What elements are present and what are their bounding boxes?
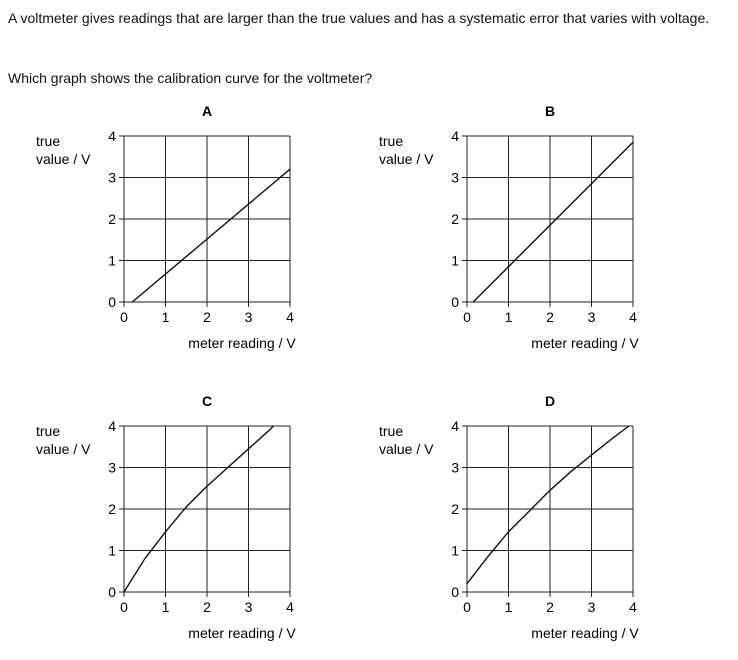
graph-c-xtick-label: 1 bbox=[161, 599, 170, 615]
graph-b-svg bbox=[343, 100, 703, 370]
graph-b-xtick-label: 0 bbox=[463, 309, 471, 325]
graph-panel-d[interactable] bbox=[343, 390, 703, 660]
graph-c-xlabel: meter reading / V bbox=[188, 625, 296, 641]
graph-c-ylabel-line: true bbox=[36, 423, 61, 439]
graph-b-xtick-label: 2 bbox=[546, 309, 554, 325]
graph-a-ytick-label: 4 bbox=[108, 128, 116, 144]
graph-c-title: C bbox=[201, 393, 213, 409]
question-stem: A voltmeter gives readings that are larger than the true values and has a systematic error that varies with voltage. bbox=[8, 10, 710, 26]
graph-b-xtick-label: 1 bbox=[504, 309, 513, 325]
graph-c-xtick-label: 3 bbox=[244, 599, 253, 615]
graph-c-xtick-label: 0 bbox=[120, 599, 128, 615]
graph-d-ytick-label: 4 bbox=[451, 418, 459, 434]
graph-c-ylabel bbox=[36, 423, 91, 457]
graph-d-title: D bbox=[544, 393, 556, 409]
graph-b-ytick-label: 0 bbox=[451, 294, 459, 310]
graph-a-ylabel-line: value / V bbox=[36, 151, 91, 167]
graph-b-xtick-label: 3 bbox=[587, 309, 596, 325]
graph-a-title: A bbox=[201, 103, 213, 119]
graph-b-ylabel-line: value / V bbox=[379, 151, 434, 167]
question-prompt: Which graph shows the calibration curve for the voltmeter? bbox=[8, 70, 373, 86]
graph-d-xtick-label: 4 bbox=[629, 599, 637, 615]
graph-a-xtick-label: 4 bbox=[286, 309, 294, 325]
graph-b-ylabel bbox=[379, 133, 434, 167]
graph-d-ytick-label: 3 bbox=[451, 459, 459, 476]
graph-b-ytick-label: 4 bbox=[451, 128, 459, 144]
graph-b-ylabel-line: true bbox=[379, 133, 404, 149]
graph-panel-b[interactable] bbox=[343, 100, 703, 370]
graph-b-calibration-line bbox=[473, 142, 633, 302]
graph-c-xtick-label: 4 bbox=[286, 599, 294, 615]
graph-a-xtick-label: 2 bbox=[203, 309, 211, 325]
graph-d-xtick-label: 3 bbox=[587, 599, 596, 615]
graph-d-ytick-label: 2 bbox=[451, 501, 459, 517]
graph-b-xtick-label: 4 bbox=[629, 309, 637, 325]
graph-a-xtick-label: 1 bbox=[161, 309, 170, 325]
graph-a-calibration-line bbox=[132, 169, 290, 302]
graph-c-ytick-label: 2 bbox=[108, 501, 116, 517]
graph-b-xlabel: meter reading / V bbox=[531, 335, 639, 351]
graph-c-ytick-label: 1 bbox=[108, 542, 116, 559]
graph-c-svg bbox=[0, 390, 360, 660]
graph-d-ylabel-line: true bbox=[379, 423, 404, 439]
graph-d-ylabel-line: value / V bbox=[379, 441, 434, 457]
graph-d-ytick-label: 1 bbox=[451, 542, 459, 559]
graph-a-ylabel bbox=[36, 133, 91, 167]
graph-d-xlabel: meter reading / V bbox=[531, 625, 639, 641]
graph-c-ytick-label: 3 bbox=[108, 459, 116, 476]
graph-d-xtick-label: 1 bbox=[504, 599, 513, 615]
graph-panel-a[interactable] bbox=[0, 100, 360, 370]
graph-a-ytick-label: 0 bbox=[108, 294, 116, 310]
graph-b-ytick-label: 2 bbox=[451, 211, 459, 227]
graph-a-xtick-label: 0 bbox=[120, 309, 128, 325]
graph-c-ytick-label: 4 bbox=[108, 418, 116, 434]
graph-d-xtick-label: 0 bbox=[463, 599, 471, 615]
graph-a-ytick-label: 1 bbox=[108, 252, 116, 269]
graph-b-ytick-label: 1 bbox=[451, 252, 459, 269]
graph-panel-c[interactable] bbox=[0, 390, 360, 660]
graph-d-ylabel bbox=[379, 423, 434, 457]
graph-c-xtick-label: 2 bbox=[203, 599, 211, 615]
graph-d-ytick-label: 0 bbox=[451, 584, 459, 600]
graph-d-xtick-label: 2 bbox=[546, 599, 554, 615]
graph-a-xlabel: meter reading / V bbox=[188, 335, 296, 351]
graph-b-ytick-label: 3 bbox=[451, 169, 459, 186]
graph-a-xtick-label: 3 bbox=[244, 309, 253, 325]
graph-a-ytick-label: 2 bbox=[108, 211, 116, 227]
graph-b-title: B bbox=[544, 103, 556, 119]
graph-d-svg bbox=[343, 390, 703, 660]
graph-a-ylabel-line: true bbox=[36, 133, 61, 149]
graph-a-svg bbox=[0, 100, 360, 370]
graph-d-calibration-line bbox=[467, 426, 629, 584]
graph-a-ytick-label: 3 bbox=[108, 169, 116, 186]
graph-c-ytick-label: 0 bbox=[108, 584, 116, 600]
graph-c-ylabel-line: value / V bbox=[36, 441, 91, 457]
